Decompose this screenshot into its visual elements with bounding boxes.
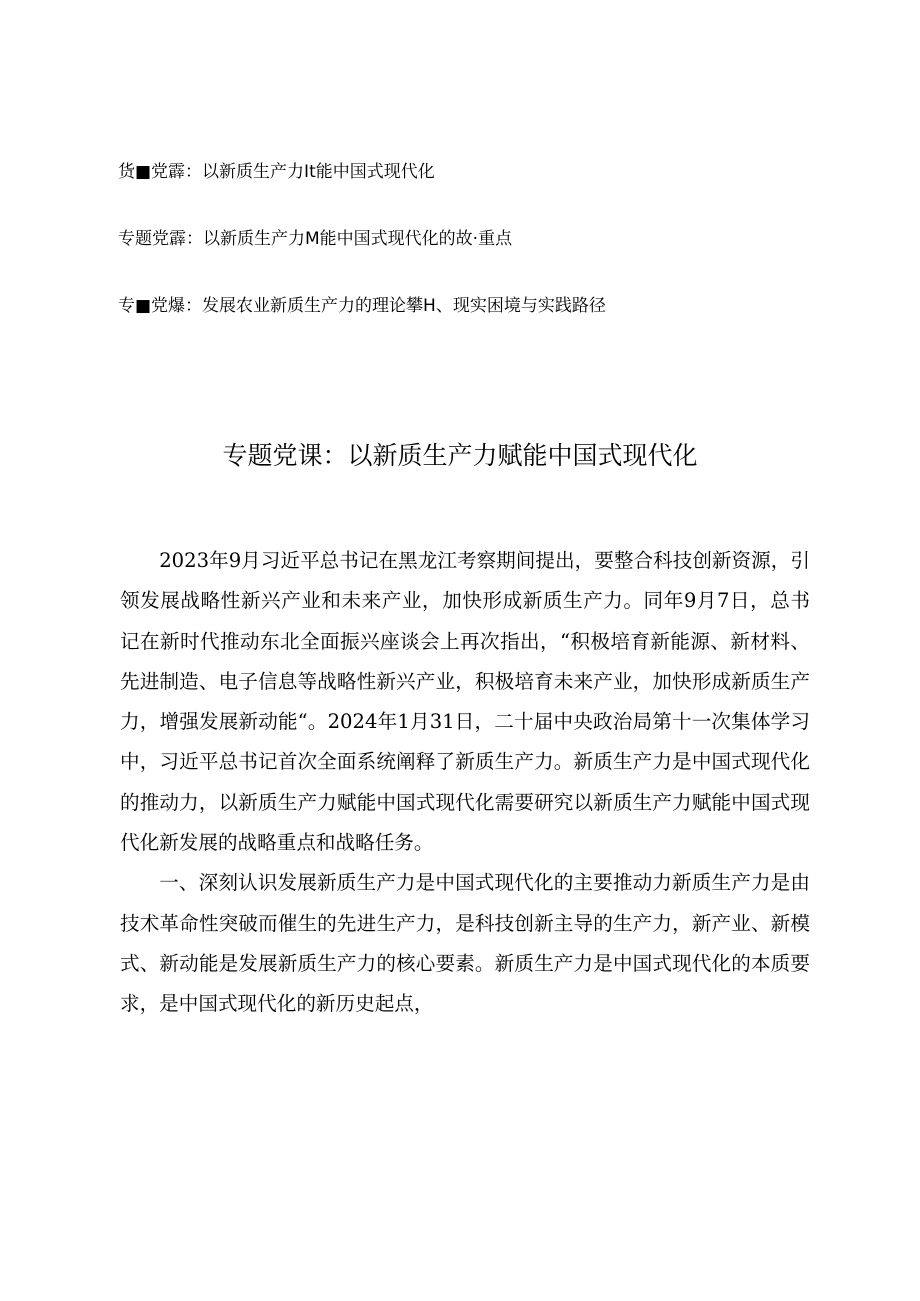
toc-item[interactable]: 货■党霹：以新质生产力It能中国式现代化 — [118, 162, 435, 182]
body-paragraph: 一、深刻认识发展新质生产力是中国式现代化的主要推动力新质生产力是由技术革命性突破而催生的先进生产力，是科技创新主导的生产力，新产业、新模式、新动能是发展新质生产力的核心要素。新质生产力是中国式现代化的本质要求，是中国式现代化的新历史起点， — [120, 871, 810, 1016]
document-body — [120, 541, 810, 1025]
document-title: 专题党课：以新质生产力赋能中国式现代化 — [222, 441, 698, 470]
table-of-contents — [118, 160, 818, 361]
toc-item[interactable]: 专题党霹：以新质生产力M能中国式现代化的故·重点 — [118, 229, 513, 249]
body-paragraph: 2023年9月习近平总书记在黑龙江考察期间提出，要整合科技创新资源，引领发展战略性新兴产业和未来产业，加快形成新质生产力。同年9月7日，总书记在新时代推动东北全面振兴座谈会上再次指出，“积极培育新能源、新材料、先进制造、电子信息等战略性新兴产业，积极培育未来产业，加快形成新质生产力，增强发展新动能“。2024年1月31日，二十届中央政治局第十一次集体学习中，习近平总书记首次全面系统阐释了新质生产力。新质生产力是中国式现代化的推动力，以新质生产力赋能中国式现代化需要研究以新质生产力赋能中国式现代化新发展的战略重点和战略任务。 — [120, 549, 810, 855]
toc-item[interactable]: 专■党爆：发展农业新质生产力的理论攀H、现实困境与实践路径 — [118, 296, 606, 316]
